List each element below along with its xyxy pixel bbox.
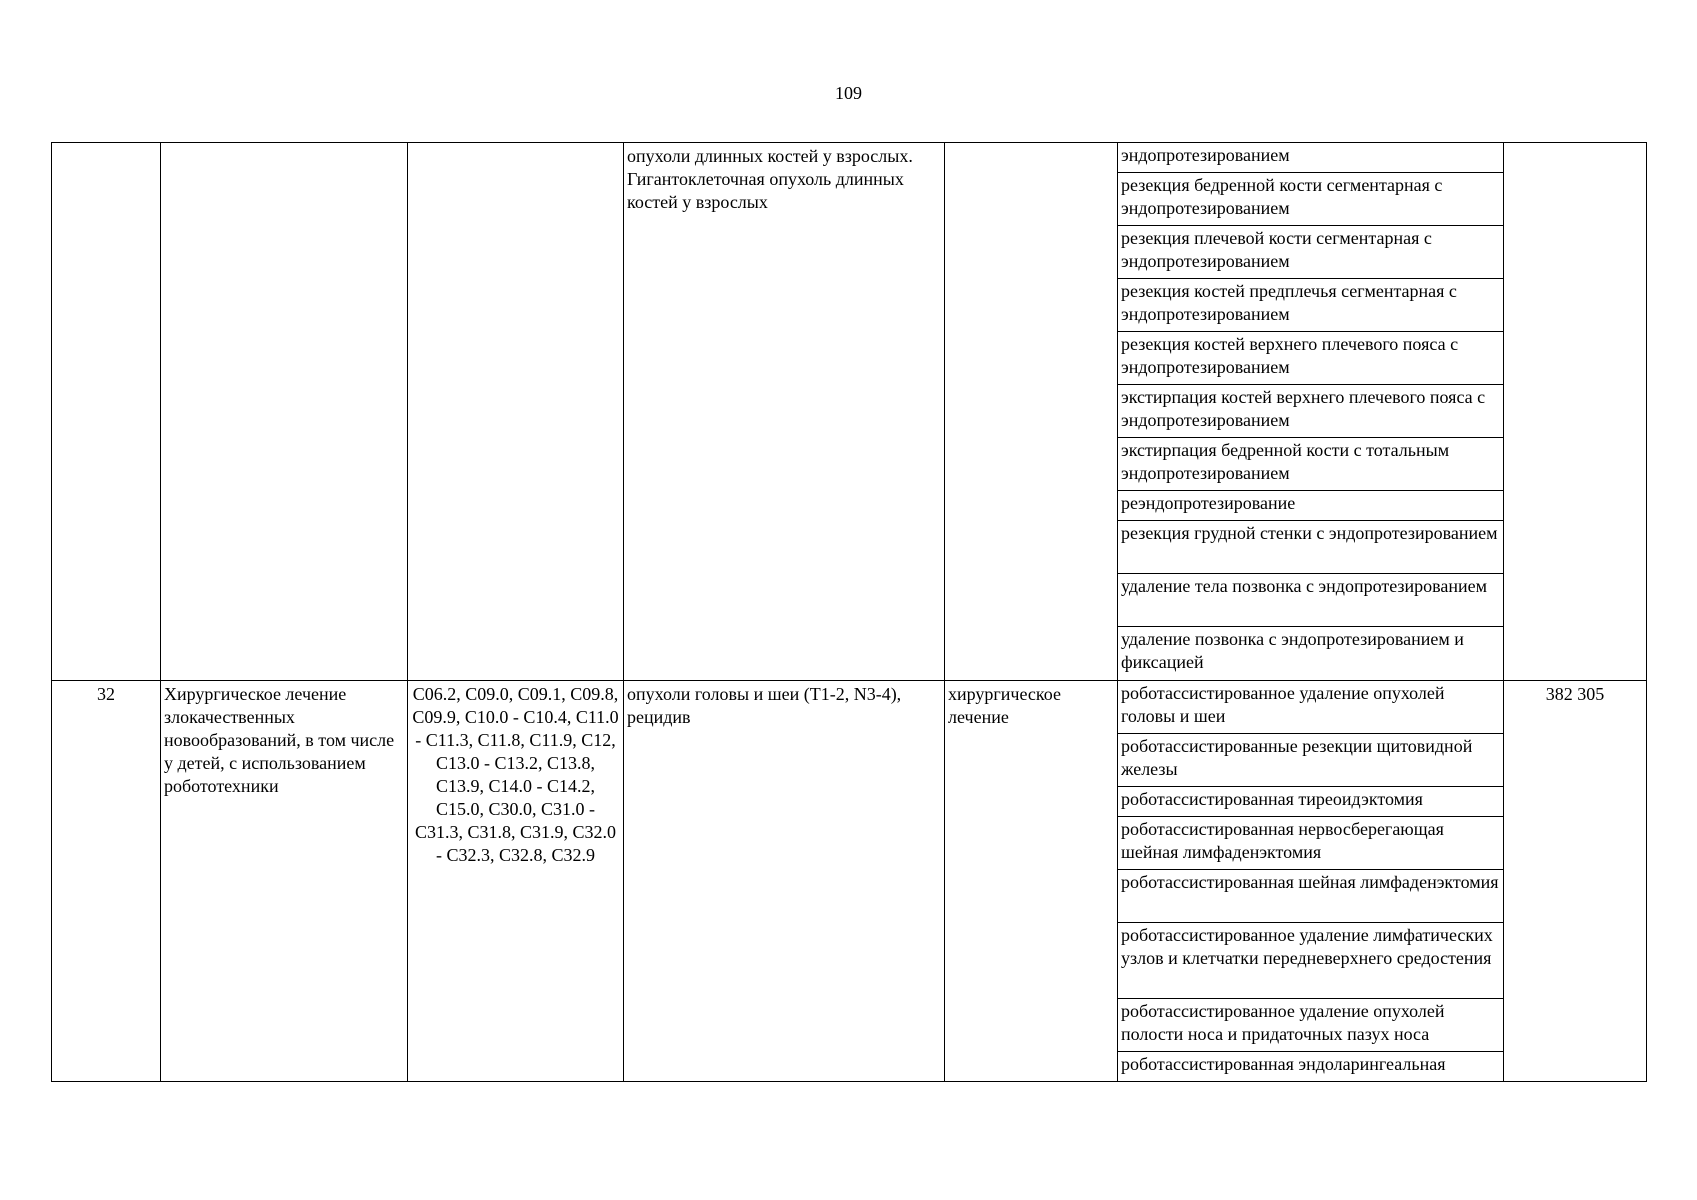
icd-codes-cell: C06.2, C09.0, C09.1, C09.8, C09.9, C10.0 - C10.4, C11.0 - C11.3, C11.8, C11.9, C12, C13.0 - C13.2, C13.8, C13.9, C14.0 - C14.2, C15.0, C30.0, C31.0 - C31.3, C31.8, C31.9, C32.0 - C32.3, C32.8, C32.9 <box>408 681 624 1082</box>
method-cell: роботассистированная нервосберегающая шейная лимфаденэктомия <box>1118 817 1504 870</box>
method-cell: роботассистированная эндоларингеальная <box>1118 1052 1504 1082</box>
method-cell: резекция грудной стенки с эндопротезированием <box>1118 521 1504 574</box>
method-cell: роботассистированные резекции щитовидной железы <box>1118 734 1504 787</box>
method-cell: роботассистированная тиреоидэктомия <box>1118 787 1504 817</box>
method-cell: резекция плечевой кости сегментарная с эндопротезированием <box>1118 226 1504 279</box>
method-cell: резекция костей верхнего плечевого пояса с эндопротезированием <box>1118 332 1504 385</box>
treatment-type-cell: хирургическое лечение <box>945 681 1118 1082</box>
page-number: 109 <box>835 83 862 103</box>
method-cell: эндопротезированием <box>1118 143 1504 173</box>
care-type-cell: Хирургическое лечение злокачественных новообразований, в том числе у детей, с использованием робототехники <box>161 681 408 1082</box>
method-cell: резекция бедренной кости сегментарная с эндопротезированием <box>1118 173 1504 226</box>
method-cell: удаление тела позвонка с эндопротезированием <box>1118 574 1504 627</box>
icd-codes-cell <box>408 143 624 681</box>
patient-model-cell: опухоли длинных костей у взрослых. Гигантоклеточная опухоль длинных костей у взрослых <box>624 143 945 681</box>
treatment-type-cell <box>945 143 1118 681</box>
row-number-cell: 32 <box>52 681 161 1082</box>
method-cell: экстирпация костей верхнего плечевого пояса с эндопротезированием <box>1118 385 1504 438</box>
care-type-cell <box>161 143 408 681</box>
method-cell: роботассистированное удаление лимфатических узлов и клетчатки передневерхнего средостения <box>1118 923 1504 999</box>
patient-model-cell: опухоли головы и шеи (T1-2, N3-4), рецидив <box>624 681 945 1082</box>
method-cell: резекция костей предплечья сегментарная с эндопротезированием <box>1118 279 1504 332</box>
row-number-cell <box>52 143 161 681</box>
price-cell: 382 305 <box>1504 681 1647 1082</box>
method-cell: роботассистированная шейная лимфаденэктомия <box>1118 870 1504 923</box>
method-cell: роботассистированное удаление опухолей головы и шеи <box>1118 681 1504 734</box>
method-cell: реэндопротезирование <box>1118 491 1504 521</box>
method-cell: роботассистированное удаление опухолей полости носа и придаточных пазух носа <box>1118 999 1504 1052</box>
method-cell: удаление позвонка с эндопротезированием и фиксацией <box>1118 627 1504 681</box>
price-cell <box>1504 143 1647 681</box>
treatment-table <box>51 142 1647 1082</box>
method-cell: экстирпация бедренной кости с тотальным эндопротезированием <box>1118 438 1504 491</box>
